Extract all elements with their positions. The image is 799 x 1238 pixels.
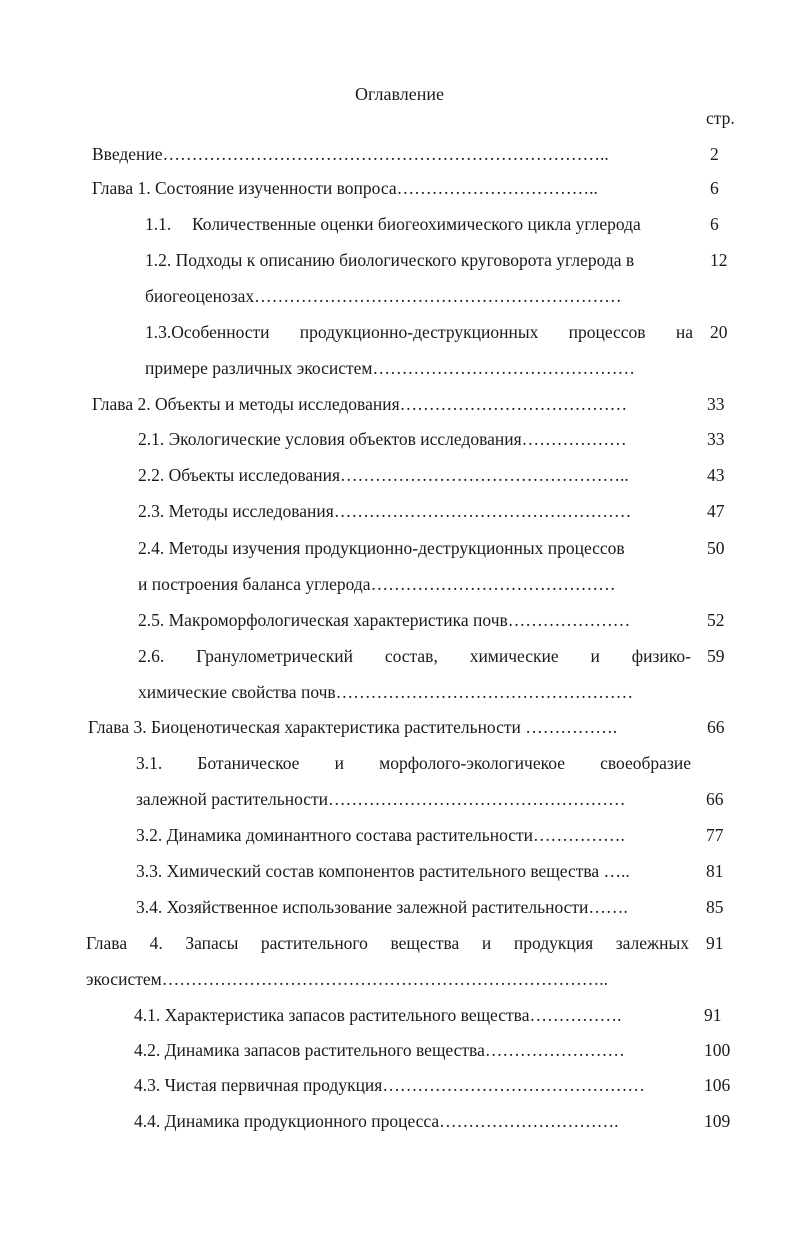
- toc-entry-page: 33: [707, 429, 725, 449]
- toc-entry-text: Глава 3. Биоценотическая характеристика растительности …………….: [88, 717, 618, 737]
- toc-entry-text: Глава 2. Объекты и методы исследования…………………………………: [92, 394, 628, 414]
- toc-entry-page: 59: [707, 646, 725, 666]
- toc-entry-text: Количественные оценки биогеохимического цикла углерода: [192, 214, 641, 234]
- toc-title: Оглавление: [355, 84, 444, 104]
- toc-entry-text: 2.3. Методы исследования……………………………………………: [138, 501, 632, 521]
- toc-entry-page: 47: [707, 501, 725, 521]
- toc-entry-text: 1.2. Подходы к описанию биологического круговорота углерода в: [145, 250, 635, 270]
- toc-entry-page: 66: [707, 717, 725, 737]
- toc-entry-page: 109: [704, 1111, 731, 1131]
- toc-entry-page: 6: [710, 178, 719, 198]
- pages-column-label: стр.: [706, 108, 735, 128]
- toc-entry-text-cont: химические свойства почв……………………………………………: [138, 682, 634, 702]
- toc-entry-text: Глава 4. Запасы растительного вещества и продукция залежных: [86, 933, 689, 953]
- toc-entry-page: 12: [710, 250, 728, 270]
- toc-entry-text-cont: биогеоценозах………………………………………………………: [145, 286, 622, 306]
- toc-entry-text: Глава 1. Состояние изученности вопроса……………………………..: [92, 178, 598, 198]
- toc-entry-page: 33: [707, 394, 725, 414]
- toc-entry-text-cont: залежной растительности……………………………………………: [136, 789, 626, 809]
- toc-entry-text: Введение…………………………………………………………………..: [92, 144, 609, 164]
- toc-entry-page: 81: [706, 861, 724, 881]
- toc-entry-text-cont: экосистем…………………………………………………………………..: [86, 969, 608, 989]
- toc-entry-text: 1.3.Особенности продукционно-деструкционных процессов на: [145, 322, 693, 342]
- toc-entry-page: 52: [707, 610, 725, 630]
- toc-entry-number: 1.1.: [145, 214, 172, 234]
- toc-entry-text: 3.3. Химический состав компонентов растительного вещества …..: [136, 861, 630, 881]
- toc-entry-text: 2.5. Макроморфологическая характеристика почв…………………: [138, 610, 631, 630]
- toc-entry-page: 66: [706, 789, 724, 809]
- toc-entry-page: 2: [710, 144, 719, 164]
- toc-entry-page: 100: [704, 1040, 731, 1060]
- toc-entry-text: 4.2. Динамика запасов растительного вещества……………………: [134, 1040, 625, 1060]
- toc-entry-page: 6: [710, 214, 719, 234]
- toc-entry-page: 43: [707, 465, 725, 485]
- toc-entry-text: 2.4. Методы изучения продукционно-деструкционных процессов: [138, 538, 625, 558]
- toc-entry-text: 3.1. Ботаническое и морфолого-экологичекое своеобразие: [136, 753, 691, 773]
- toc-entry-text-cont: примере различных экосистем………………………………………: [145, 358, 635, 378]
- toc-entry-page: 91: [704, 1005, 722, 1025]
- toc-entry-text: 2.1. Экологические условия объектов исследования………………: [138, 429, 627, 449]
- toc-entry-text-cont: и построения баланса углерода……………………………………: [138, 574, 616, 594]
- toc-entry-text: 4.1. Характеристика запасов растительного вещества…………….: [134, 1005, 622, 1025]
- toc-entry-text: 3.4. Хозяйственное использование залежной растительности…….: [136, 897, 628, 917]
- toc-entry-page: 91: [706, 933, 724, 953]
- toc-entry-text: 3.2. Динамика доминантного состава растительности…………….: [136, 825, 625, 845]
- toc-entry-page: 77: [706, 825, 724, 845]
- toc-entry-page: 106: [704, 1075, 731, 1095]
- toc-entry-page: 20: [710, 322, 728, 342]
- toc-entry-text: 4.3. Чистая первичная продукция………………………………………: [134, 1075, 645, 1095]
- toc-entry-text: 2.6. Гранулометрический состав, химические и физико-: [138, 646, 691, 666]
- toc-entry-text: 2.2. Объекты исследования…………………………………………..: [138, 465, 629, 485]
- toc-entry-text: 4.4. Динамика продукционного процесса………………………….: [134, 1111, 619, 1131]
- toc-entry-page: 85: [706, 897, 724, 917]
- toc-entry-page: 50: [707, 538, 725, 558]
